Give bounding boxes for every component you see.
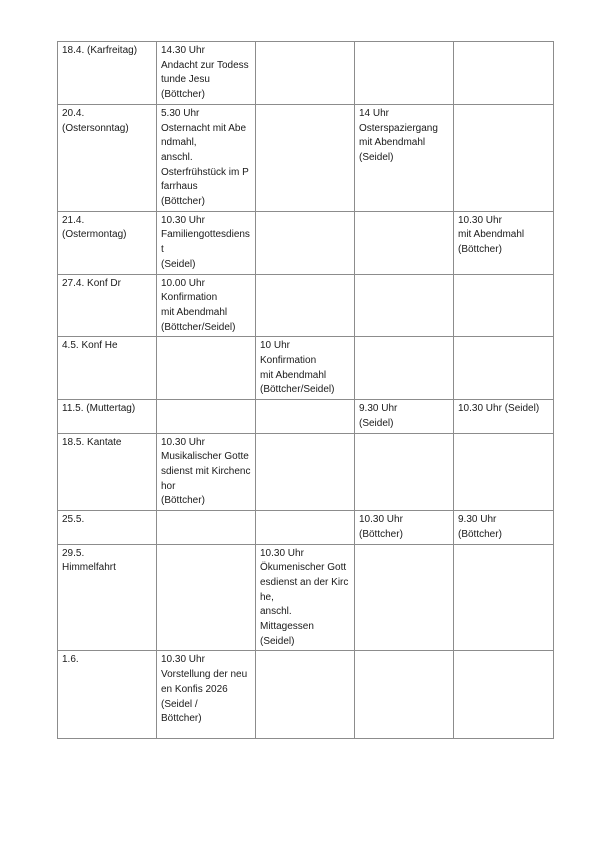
table-cell: 14.30 Uhr Andacht zur Todesstunde Jesu (Böttcher) [157,42,256,105]
table-cell [454,274,554,337]
table-cell [256,211,355,274]
table-cell [256,433,355,511]
table-cell [355,544,454,651]
table-cell-date: 25.5. [58,511,157,544]
table-cell [355,433,454,511]
table-row [58,104,554,211]
table-cell-date: 4.5. Konf He [58,337,157,400]
table-cell [454,104,554,211]
table-cell [256,400,355,433]
table-row [58,337,554,400]
table-cell [355,337,454,400]
table-row [58,651,554,739]
table-cell [157,511,256,544]
table-cell-date: 11.5. (Muttertag) [58,400,157,433]
table-row [58,211,554,274]
table-cell [157,400,256,433]
table-row [58,42,554,105]
table-cell [454,651,554,739]
table-cell [355,42,454,105]
table-row [58,274,554,337]
table-cell [256,511,355,544]
table-cell [454,544,554,651]
table-cell [157,337,256,400]
table-cell-date: 18.5. Kantate [58,433,157,511]
table-cell: 10.30 Uhr (Seidel) [454,400,554,433]
table-cell-date: 29.5. Himmelfahrt [58,544,157,651]
table-cell [256,651,355,739]
table-cell-date: 21.4. (Ostermontag) [58,211,157,274]
table-cell [454,42,554,105]
table-cell: 10.30 Uhr mit Abendmahl (Böttcher) [454,211,554,274]
table-cell [355,651,454,739]
table-cell: 5.30 Uhr Osternacht mit Abendmahl, anschl. Osterfrühstück im Pfarrhaus (Böttcher) [157,104,256,211]
table-cell [256,42,355,105]
service-schedule-table [57,41,554,739]
table-cell [454,433,554,511]
document-page [57,41,553,739]
table-cell: 10 Uhr Konfirmation mit Abendmahl (Böttcher/Seidel) [256,337,355,400]
table-cell [355,211,454,274]
table-cell: 10.30 Uhr Musikalischer Gottesdienst mit Kirchenchor (Böttcher) [157,433,256,511]
table-row [58,511,554,544]
table-cell: 10.30 Uhr Vorstellung der neuen Konfis 2026 (Seidel / Böttcher) [157,651,256,739]
table-row [58,400,554,433]
table-cell [454,337,554,400]
table-cell: 9.30 Uhr (Seidel) [355,400,454,433]
table-cell [256,104,355,211]
table-cell-date: 27.4. Konf Dr [58,274,157,337]
table-cell-date: 18.4. (Karfreitag) [58,42,157,105]
table-cell: 10.30 Uhr Ökumenischer Gottesdienst an der Kirche, anschl. Mittagessen (Seidel) [256,544,355,651]
table-row [58,544,554,651]
table-cell [355,274,454,337]
table-cell [256,274,355,337]
table-cell: 10.30 Uhr Familiengottesdienst (Seidel) [157,211,256,274]
table-cell: 14 Uhr Osterspaziergang mit Abendmahl (Seidel) [355,104,454,211]
table-cell-date: 20.4. (Ostersonntag) [58,104,157,211]
table-cell: 10.30 Uhr (Böttcher) [355,511,454,544]
table-cell: 10.00 Uhr Konfirmation mit Abendmahl (Böttcher/Seidel) [157,274,256,337]
table-row [58,433,554,511]
table-cell [157,544,256,651]
table-cell: 9.30 Uhr (Böttcher) [454,511,554,544]
table-cell-date: 1.6. [58,651,157,739]
